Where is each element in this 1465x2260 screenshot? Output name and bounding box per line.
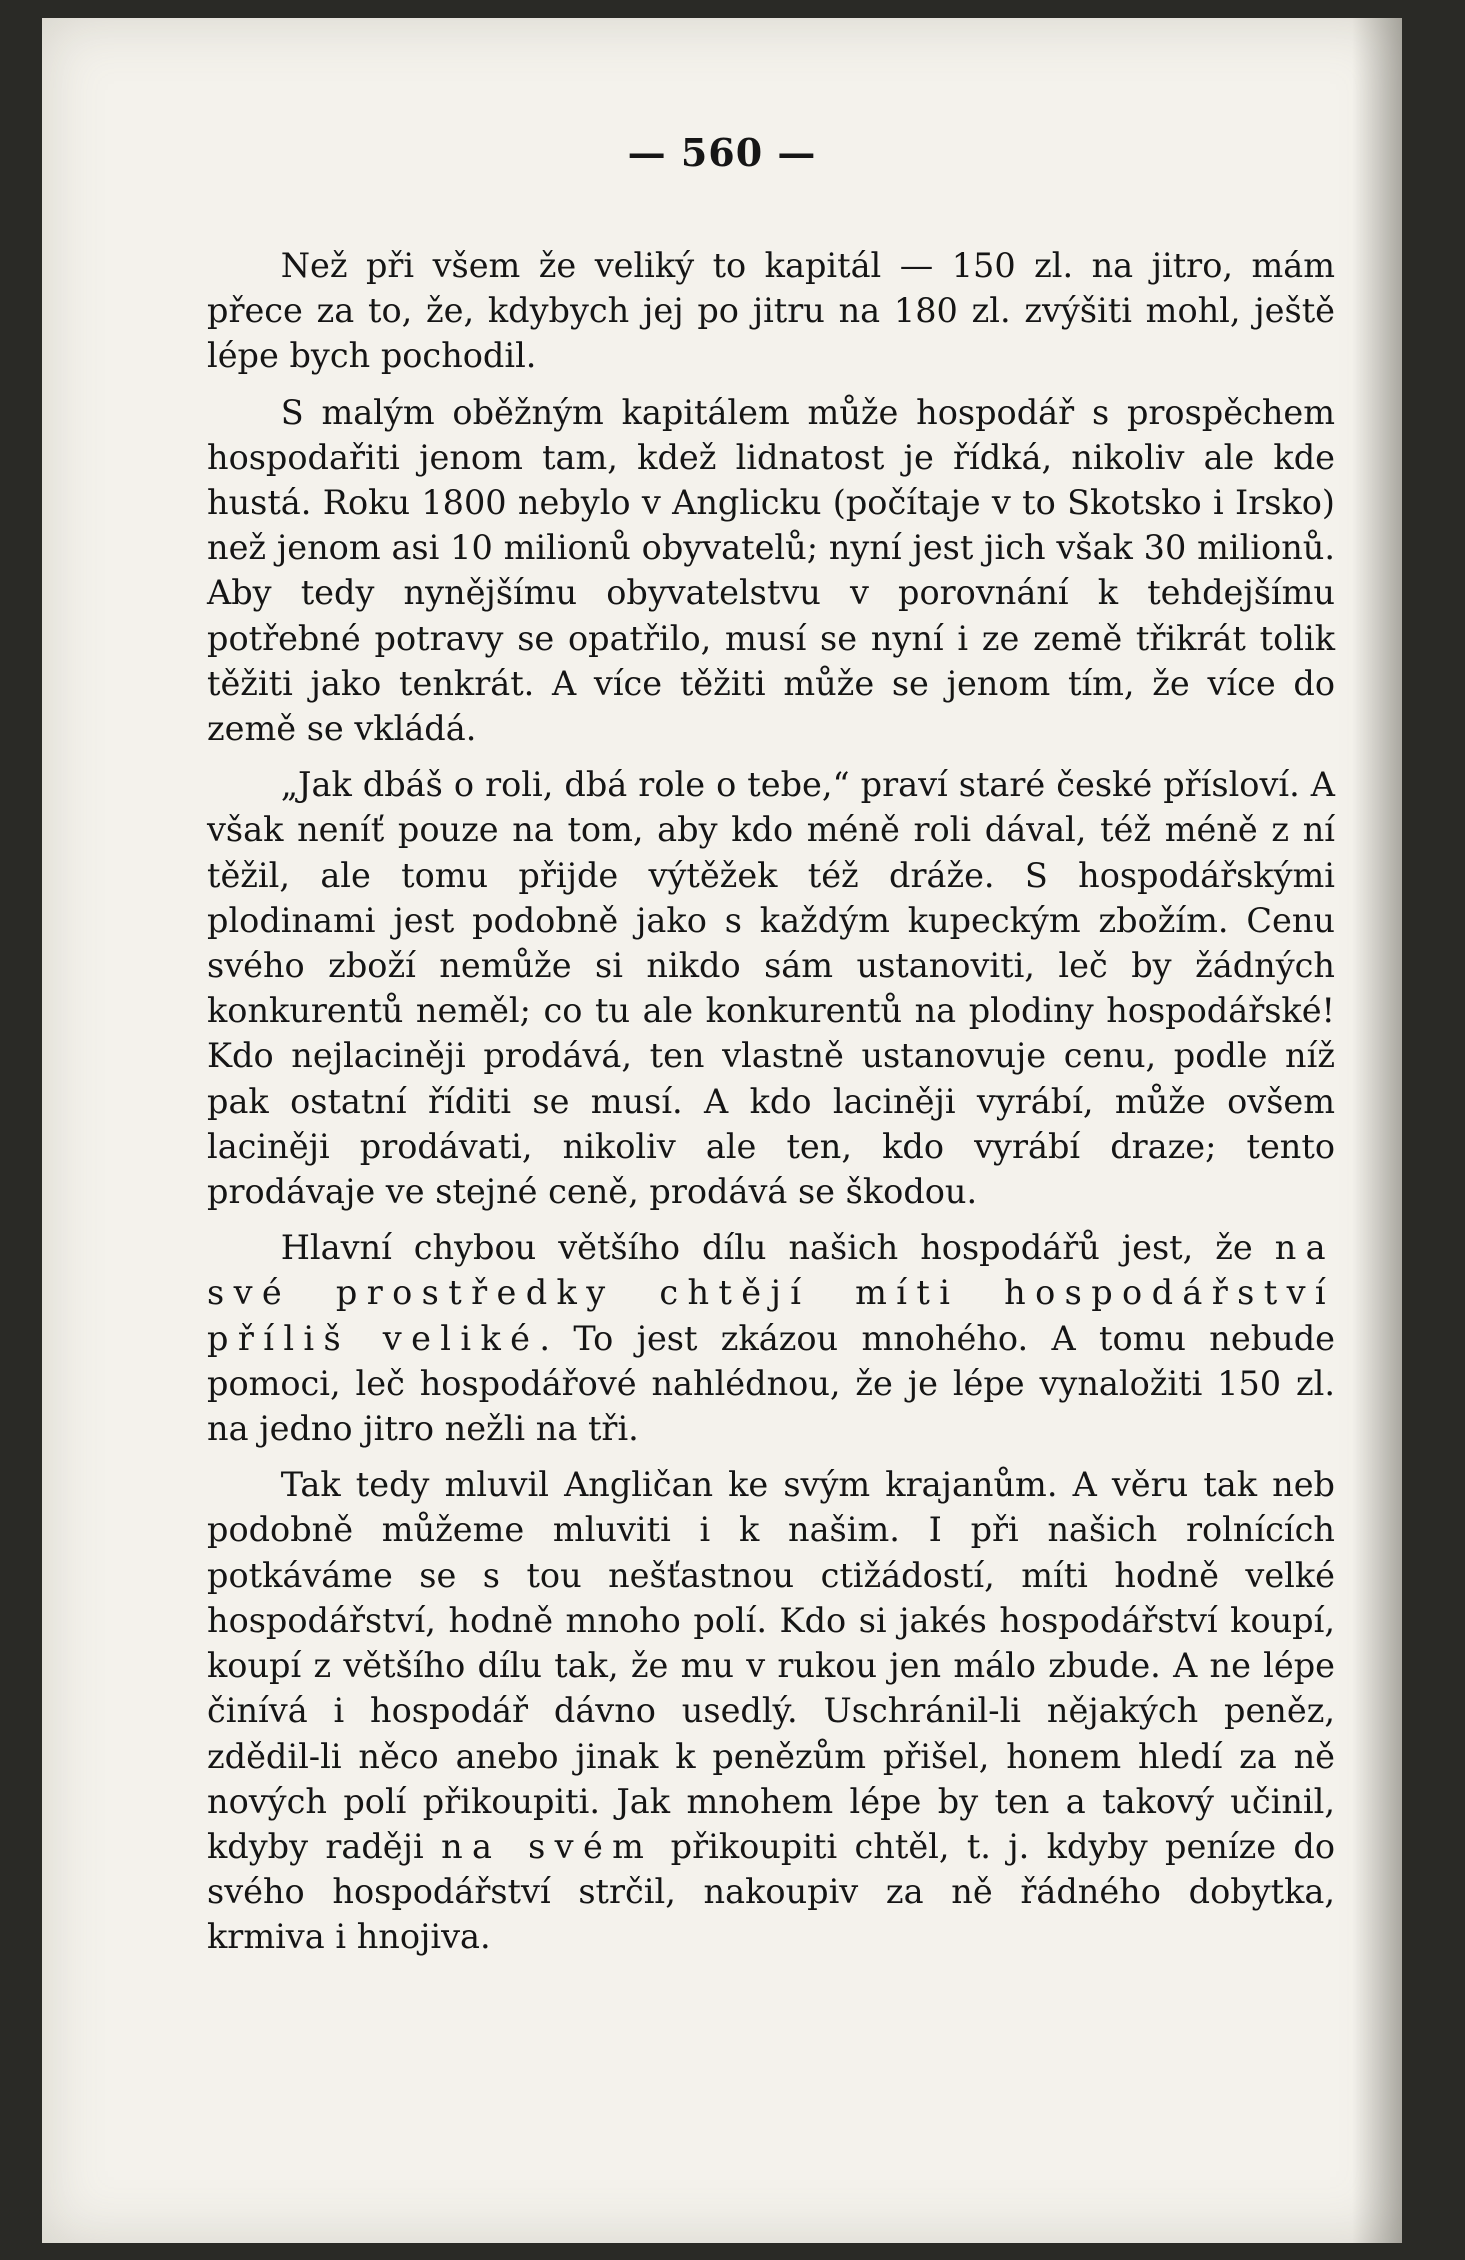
paragraph xyxy=(207,1225,1335,1451)
paragraph-text: „Jak dbáš o roli, dbá role o tebe,“ praví staré české přísloví. A však neníť pouze na tom, aby kdo méně roli dával, též méně z ní těžil, ale tomu přijde výtěžek též dráže. S hospodářskými plodinami jest podobně jako s každým kupeckým zbožím. Cenu svého zboží nemůže si nikdo sám ustanoviti, leč by žádných konkurentů neměl; co tu ale konkurentů na plodiny hospodářské! Kdo nejlaciněji prodává, ten vlastně ustanovuje cenu, podle níž pak ostatní říditi se musí. A kdo laciněji vyrábí, může ovšem laciněji prodávati, nikoliv ale ten, kdo vyrábí draze; tento prodávaje ve stejné ceně, prodává se škodou. xyxy=(207,765,1335,1212)
paragraph xyxy=(207,762,1335,1214)
book-page xyxy=(42,18,1402,2243)
paragraph-text: Tak tedy mluvil Angličan ke svým krajanům. A věru tak neb podobně můžeme mluviti i k našim. I při našich rolnících potkáváme se s tou nešťastnou ctižádostí, míti hodně velké hospodářství, hodně mnoho polí. Kdo si jakés hospodářství koupí, koupí z většího dílu tak, že mu v rukou jen málo zbude. A ne lépe činívá i hospodář dávno usedlý. Uschránil-li nějakých peněz, zdědil-li něco anebo jinak k penězům přišel, honem hledí za ně nových polí přikoupiti. Jak mnohem lépe by ten a takový učinil, kdyby raději xyxy=(207,1465,1335,1866)
spaced-emphasis-text: na své prostředky chtějí míti hospodářství příliš veliké xyxy=(207,1228,1335,1358)
paragraph xyxy=(207,1462,1335,1959)
paragraph xyxy=(207,390,1335,752)
paragraph-text: Hlavní chybou většího dílu našich hospodářů jest, že xyxy=(280,1228,1275,1268)
paragraph xyxy=(207,243,1335,379)
paragraph-text: přikoupiti chtěl, t. j. kdyby peníze do svého hospodářství strčil, nakoupiv za ně řádného dobytka, krmiva i hnojiva. xyxy=(207,1826,1335,1957)
paragraph-text: S malým oběžným kapitálem může hospodář s prospěchem hospodařiti jenom tam, kdež lidnatost je řídká, nikoliv ale kde hustá. Roku 1800 nebylo v Anglicku (počítaje v to Skotsko i Irsko) než jenom asi 10 milionů obyvatelů; nyní jest jich však 30 milionů. Aby tedy nynějšímu obyvatelstvu v porovnání k tehdejšímu potřebné potravy se opatřilo, musí se nyní i ze země třikrát tolik těžiti jako tenkrát. A více těžiti může se jenom tím, že více do země se vkládá. xyxy=(207,392,1335,749)
page-number: — 560 — xyxy=(627,130,817,175)
page-edge-shadow xyxy=(1352,18,1402,2243)
spaced-emphasis-text: na svém xyxy=(441,1826,654,1866)
paragraph-text: . To jest zkázou mnohého. A tomu nebude pomoci, leč hospodářové nahlédnou, že je lépe vynaložiti 150 zl. na jedno jitro nežli na tři. xyxy=(207,1318,1335,1449)
paragraph-text: Než při všem že veliký to kapitál — 150 zl. na jitro, mám přece za to, že, kdybych jej po jitru na 180 zl. zvýšiti mohl, ještě lépe bych pochodil. xyxy=(207,246,1335,376)
page-text xyxy=(207,243,1335,1960)
